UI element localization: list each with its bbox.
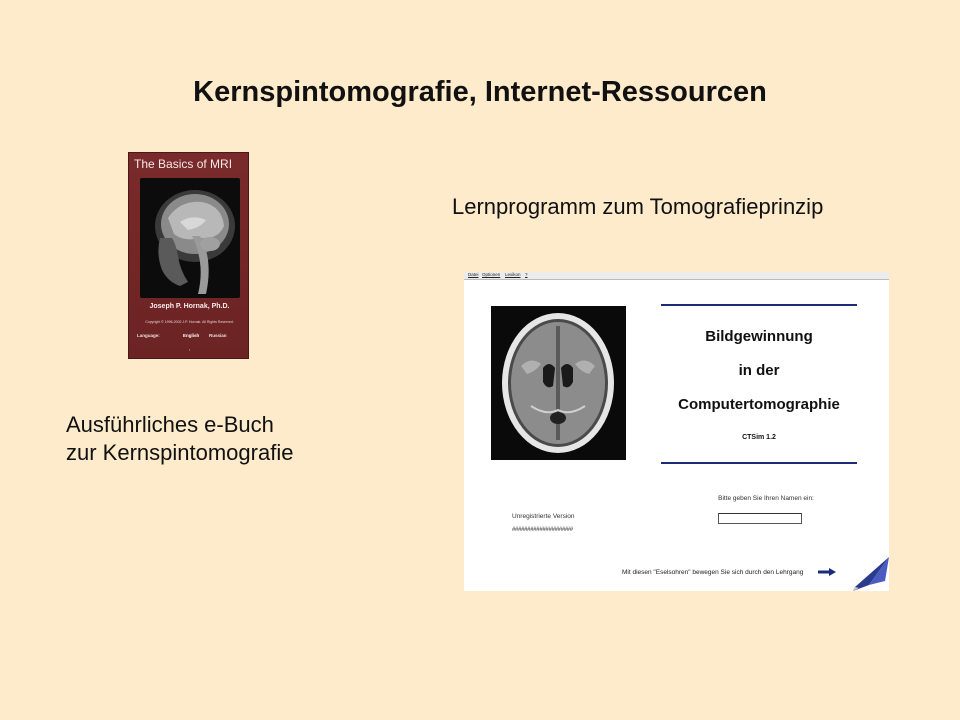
name-prompt: Bitte geben Sie Ihren Namen ein: bbox=[718, 495, 814, 502]
registration-status: Unregistrierte Version bbox=[512, 513, 575, 520]
menu-optionen[interactable]: Optionen bbox=[482, 272, 501, 277]
caption-ebook bbox=[66, 411, 293, 467]
mri-book-cover[interactable] bbox=[128, 152, 249, 359]
next-arrow-icon[interactable] bbox=[818, 568, 836, 576]
dog-ear-page-icon[interactable] bbox=[845, 557, 889, 591]
menu-lexikon[interactable]: Lexikon bbox=[505, 272, 521, 277]
caption-ebook-line2: zur Kernspintomografie bbox=[66, 440, 294, 465]
book-language-english[interactable]: English bbox=[183, 333, 200, 338]
name-input[interactable] bbox=[718, 513, 802, 524]
ct-scan-image bbox=[491, 306, 626, 460]
divider-top bbox=[661, 304, 857, 306]
serial-number: #################### bbox=[512, 527, 573, 533]
menu-bar bbox=[464, 272, 889, 280]
app-heading-line3: Computertomographie bbox=[678, 396, 840, 413]
book-logo-mark: ▪ bbox=[188, 348, 191, 352]
navigation-hint: Mit diesen "Eselsohren" bewegen Sie sich durch den Lehrgang bbox=[622, 569, 804, 576]
book-language-russian[interactable]: Russian bbox=[209, 333, 227, 338]
book-language-label: Language: bbox=[137, 333, 160, 338]
app-heading-line2: in der bbox=[738, 362, 780, 379]
book-author: Joseph P. Hornak, Ph.D. bbox=[149, 303, 230, 310]
app-heading-line1: Bildgewinnung bbox=[705, 328, 813, 345]
menu-datei[interactable]: Datei bbox=[468, 272, 479, 277]
divider-bottom bbox=[661, 462, 857, 464]
sagittal-mri-image bbox=[140, 178, 240, 298]
book-copyright: Copyright © 1996-2002 J.P. Hornak. All Rights Reserved. bbox=[145, 320, 234, 324]
menu-help[interactable]: ? bbox=[525, 272, 528, 277]
app-version: CTSim 1.2 bbox=[742, 434, 776, 441]
caption-learning-program: Lernprogramm zum Tomografieprinzip bbox=[452, 194, 824, 219]
ctsim-screenshot bbox=[464, 272, 889, 591]
caption-ebook-line1: Ausführliches e-Buch bbox=[66, 412, 274, 437]
book-title: The Basics of MRI bbox=[134, 157, 233, 171]
slide-title: Kernspintomografie, Internet-Ressourcen bbox=[193, 76, 767, 108]
